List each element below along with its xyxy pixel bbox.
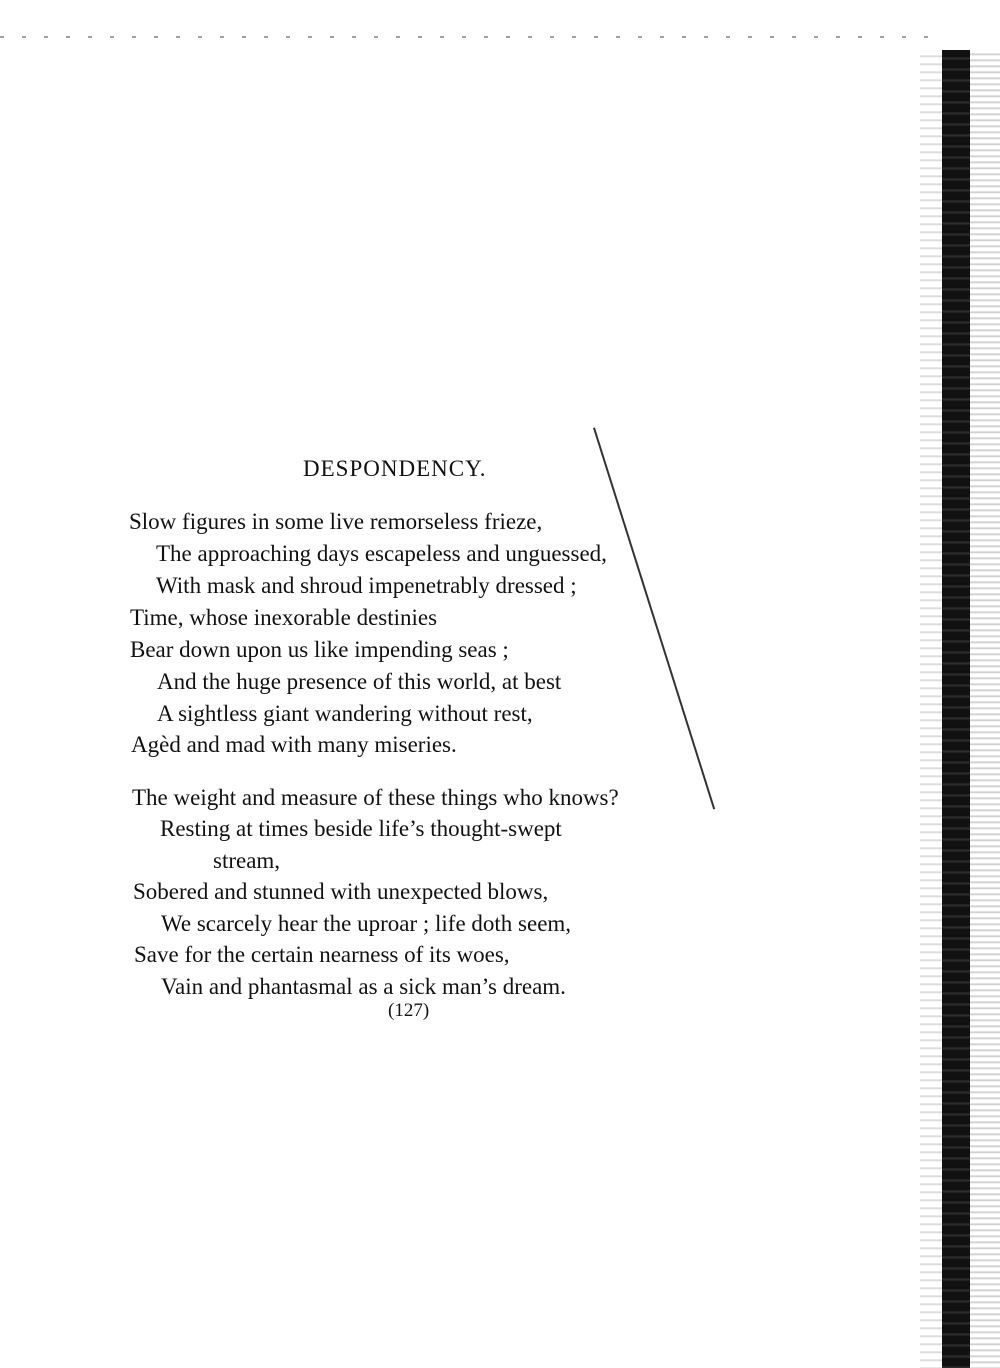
poem-line: Slow figures in some live remorseless frieze, [129, 509, 543, 534]
poem-line: Sobered and stunned with unexpected blows, [133, 879, 549, 904]
poem-line: Agèd and mad with many miseries. [131, 732, 457, 757]
poem-line: We scarcely hear the uproar ; life doth seem, [161, 911, 572, 936]
poem-line: A sightless giant wandering without rest, [157, 701, 533, 726]
poem-line: Save for the certain nearness of its woes, [134, 942, 510, 967]
poem-line: With mask and shroud impenetrably dressed ; [156, 573, 577, 598]
binding-shadow [942, 50, 970, 1368]
poem-line: And the huge presence of this world, at best [157, 669, 562, 694]
poem-title: DESPONDENCY. [303, 456, 487, 481]
poem-line: stream, [213, 848, 281, 873]
poem-line: Vain and phantasmal as a sick man’s dream. [161, 974, 566, 999]
poem-line: Bear down upon us like impending seas ; [130, 637, 509, 662]
poem-line: The weight and measure of these things who knows? [132, 785, 619, 810]
binding-edge [920, 50, 1000, 1368]
page-number: (127) [388, 1000, 430, 1021]
binding-speckle [920, 50, 942, 1368]
binding-speckle [970, 50, 1000, 1368]
scan-artifact-line [593, 428, 715, 810]
poem-line: Time, whose inexorable destinies [130, 605, 438, 630]
top-edge-noise [0, 36, 930, 38]
poem-line: Resting at times beside life’s thought-swept [160, 816, 562, 841]
poem-line: The approaching days escapeless and unguessed, [156, 541, 607, 566]
